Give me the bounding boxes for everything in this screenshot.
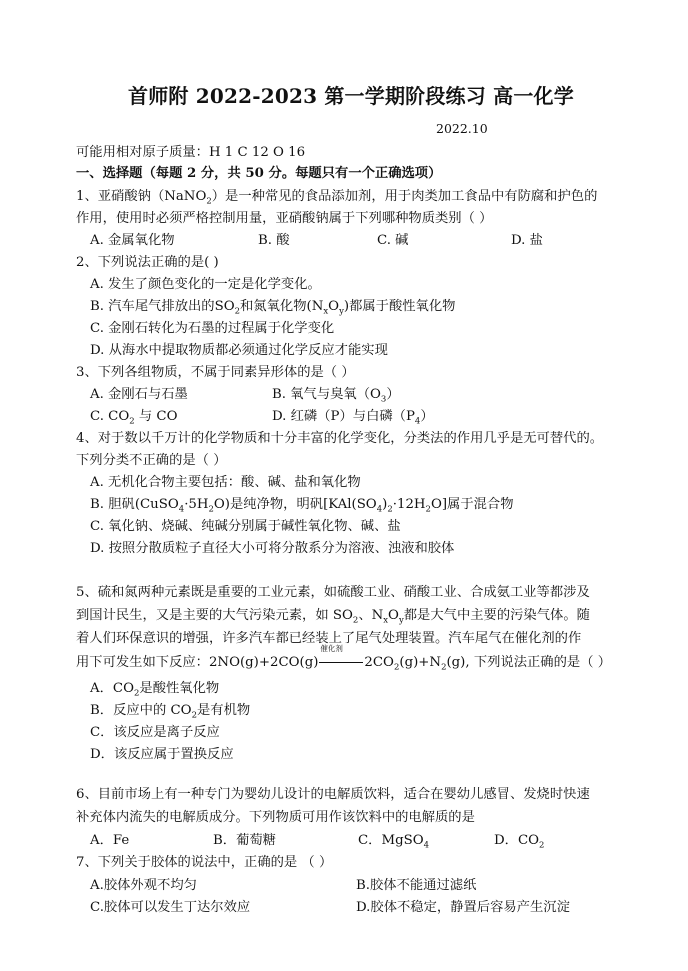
- q7-option-d: D.胶体不稳定，静置后容易产生沉淀: [356, 900, 570, 915]
- q3-option-c: C. $CO_2$ 与 CO: [90, 409, 178, 427]
- q2-option-d: D. 从海水中提取物质都必须通过化学反应才能实现: [90, 343, 388, 358]
- q5-option-d: D．该反应属于置换反应: [90, 747, 234, 762]
- q5-reaction-line: 用下可发生如下反应：2NO(g)+2CO(g) 催化剂 $2CO_2(g)+N_2(g)$, 下列说法正确的是（ ）: [76, 644, 612, 673]
- q1-stem-line1: 1、亚硝酸钠（NaNO$_2$）是一种常见的食品添加剂，用于肉类加工食品中有防腐和护色的: [76, 189, 598, 207]
- exam-date: 2022.10: [436, 121, 488, 136]
- q5-option-a: A．$CO_2$是酸性氧化物: [90, 681, 220, 699]
- q3-option-d: D. 红磷（P）与白磷$(P_4)$: [272, 409, 434, 427]
- q2-stem: 2、下列说法正确的是( ): [76, 255, 219, 270]
- q3-stem: 3、下列各组物质，不属于同素异形体的是（ ）: [76, 365, 355, 380]
- q5-line3: 着人们环保意识的增强，许多汽车都已经装上了尾气处理装置。汽车尾气在催化剂的作: [76, 631, 582, 646]
- atomic-masses: 可能用相对原子质量：H 1 C 12 O 16: [76, 145, 306, 160]
- q5-option-b: B．反应中的 $CO_2$是有机物: [90, 703, 251, 721]
- q2-option-c: C. 金刚石转化为石墨的过程属于化学变化: [90, 321, 335, 336]
- q6-option-d: D．$CO_2$: [494, 833, 545, 851]
- q7-stem: 7、下列关于胶体的说法中，正确的是 （ ）: [76, 855, 333, 870]
- q7-option-b: B.胶体不能通过滤纸: [356, 878, 477, 893]
- q7-option-c: C.胶体可以发生丁达尔效应: [90, 900, 251, 915]
- section-heading: 一、选择题（每题 2 分，共 50 分。每题只有一个正确选项）: [76, 166, 442, 181]
- q4-option-a: A. 无机化合物主要包括：酸、碱、盐和氧化物: [90, 475, 361, 490]
- q4-option-b: B. 胆矾$(CuSO_4\cdot 5H_2O)$是纯净物，明矾$[KAl(SO_4)_2\cdot 12H_2O]$属于混合物: [90, 497, 514, 515]
- q3-option-b: B. 氧气与臭氧$(O_3)$: [272, 387, 400, 405]
- q6-option-a: A．Fe: [90, 833, 130, 848]
- q4-option-c: C. 氧化钠、烧碱、纯碱分别属于碱性氧化物、碱、盐: [90, 519, 401, 534]
- q1-option-a: A. 金属氧化物: [90, 233, 175, 248]
- q1-option-d: D. 盐: [511, 233, 543, 248]
- q7-option-a: A.胶体外观不均匀: [90, 878, 197, 893]
- q4-stem-line2: 下列分类不正确的是（ ）: [76, 453, 227, 468]
- q2-option-a: A. 发生了颜色变化的一定是化学变化。: [90, 277, 321, 292]
- q1-option-b: B. 酸: [258, 233, 290, 248]
- q6-option-b: B．葡萄糖: [213, 833, 276, 848]
- q6-line1: 6、目前市场上有一种专门为婴幼儿设计的电解质饮料，适合在婴幼儿感冒、发烧时快速: [76, 787, 590, 802]
- q1-option-c: C. 碱: [377, 233, 409, 248]
- q5-option-c: C．该反应是离子反应: [90, 725, 220, 740]
- q2-option-b: B. 汽车尾气排放出的$SO_2$和氮氧化物$(N_xO_y)$都属于酸性氧化物: [90, 299, 456, 317]
- page-title: 首师附 2022-2023 第一学期阶段练习 高一化学: [128, 84, 574, 108]
- q6-option-c: C．MgSO$_4$: [358, 833, 430, 851]
- catalyst-arrow: 催化剂: [318, 656, 364, 669]
- q4-option-d: D. 按照分散质粒子直径大小可将分散系分为溶液、浊液和胶体: [90, 541, 455, 556]
- q1-stem-line2: 作用，使用时必须严格控制用量，亚硝酸钠属于下列哪种物质类别（ ）: [76, 211, 493, 226]
- q5-line2: 到国计民生，又是主要的大气污染元素，如 $SO_2$、$N_xO_y$都是大气中主要的污染气体。随: [76, 608, 590, 626]
- q4-stem-line1: 4、对于数以千万计的化学物质和十分丰富的化学变化，分类法的作用几乎是无可替代的。: [76, 431, 604, 446]
- q5-line1: 5、硫和氮两种元素既是重要的工业元素，如硫酸工业、硝酸工业、合成氨工业等都涉及: [76, 585, 590, 600]
- q3-option-a: A. 金刚石与石墨: [90, 387, 188, 402]
- q6-line2: 补充体内流失的电解质成分。下列物质可用作该饮料中的电解质的是: [76, 810, 475, 825]
